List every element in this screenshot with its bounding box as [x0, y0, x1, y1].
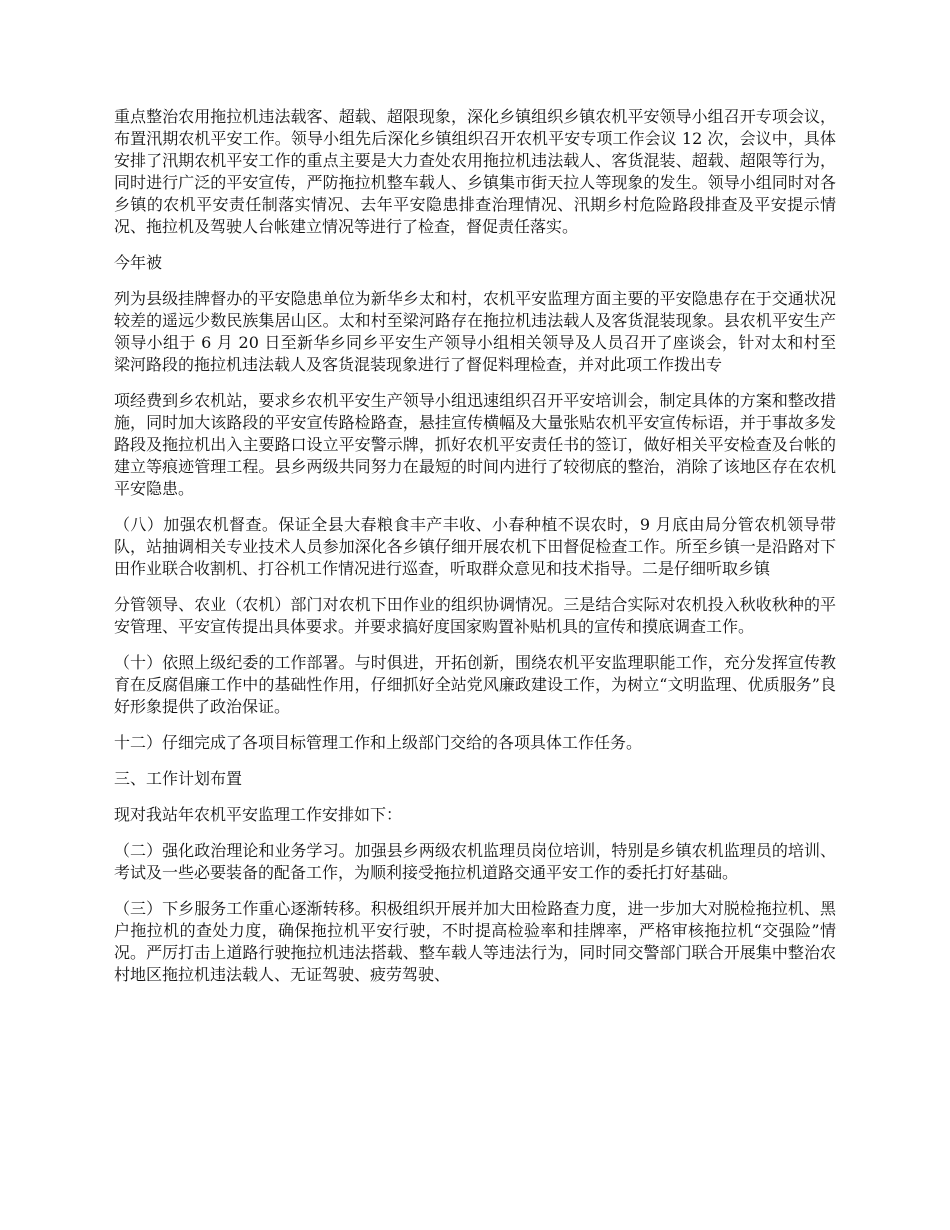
body-paragraph-5: （八）加强农机督查。保证全县大春粮食丰产丰收、小春种植不误农时，9 月底由局分管农机领导带队，站抽调相关专业技术人员参加深化各乡镇仔细开展农机下田督促检查工作。所至乡镇一是沿路对下田作业联合收割机、打谷机工作情况进行巡查，听取群众意见和技术指导。二是仔细听取乡镇 — [114, 515, 836, 578]
body-paragraph-10: 现对我站年农机平安监理工作安排如下： — [114, 805, 403, 824]
body-paragraph-2: 今年被 — [114, 253, 163, 272]
body-paragraph-7: （十）依照上级纪委的工作部署。与时俱进，开拓创新，围绕农机平安监理职能工作，充分发挥宣传教育在反腐倡廉工作中的基础性作用，仔细抓好全站党风廉政建设工作，为树立“文明监理、优质服务”良好形象提供了政治保证。 — [114, 653, 836, 716]
body-paragraph-4: 项经费到乡农机站，要求乡农机平安生产领导小组迅速组织召开平安培训会，制定具体的方案和整改措施，同时加大该路段的平安宣传路检路查，悬挂宣传横幅及大量张贴农机平安宣传标语，并于事故多发路段及拖拉机出入主要路口设立平安警示牌，抓好农机平安责任书的签订，做好相关平安检查及台帐的建立等痕迹管理工程。县乡两级共同努力在最短的时间内进行了较彻底的整治，消除了该地区存在农机平安隐患。 — [114, 391, 836, 498]
body-paragraph-11: （二）强化政治理论和业务学习。加强县乡两级农机监理员岗位培训，特别是乡镇农机监理员的培训、考试及一些必要装备的配备工作，为顺利接受拖拉机道路交通平安工作的委托打好基础。 — [114, 841, 836, 882]
section-heading: 三、工作计划布置 — [114, 769, 243, 788]
body-paragraph-3: 列为县级挂牌督办的平安隐患单位为新华乡太和村，农机平安监理方面主要的平安隐患存在于交通状况较差的遥远少数民族集居山区。太和村至梁河路存在拖拉机违法载人及客货混装现象。县农机平安生产领导小组于 6 月 20 日至新华乡同乡平安生产领导小组相关领导及人员召开了座谈会，针对太和村至梁河路段的拖拉机违法载人及客货混装现象进行了督促料理检查，并对此项工作拨出专 — [114, 289, 836, 374]
body-paragraph-6: 分管领导、农业（农机）部门对农机下田作业的组织协调情况。三是结合实际对农机投入秋收秋种的平安管理、平安宣传提出具体要求。并要求搞好度国家购置补贴机具的宣传和摸底调查工作。 — [114, 595, 836, 636]
body-paragraph-1: 重点整治农用拖拉机违法载客、超载、超限现象，深化乡镇组织乡镇农机平安领导小组召开专项会议，布置汛期农机平安工作。领导小组先后深化乡镇组织召开农机平安专项工作会议 12 次，会议中，具体安排了汛期农机平安工作的重点主要是大力查处农用拖拉机违法载人、客货混装、超载、超限等行为，同时进行广泛的平安宣传，严防拖拉机整车载人、乡镇集市街天拉人等现象的发生。领导小组同时对各乡镇的农机平安责任制落实情况、去年平安隐患排查治理情况、汛期乡村危险路段排查及平安提示情况、拖拉机及驾驶人台帐建立情况等进行了检查，督促责任落实。 — [114, 107, 836, 236]
body-paragraph-12: （三）下乡服务工作重心逐渐转移。积极组织开展并加大田检路查力度，进一步加大对脱检拖拉机、黑户拖拉机的查处力度，确保拖拉机平安行驶，不时提高检验率和挂牌率，严格审核拖拉机“交强险”情况。严厉打击上道路行驶拖拉机违法搭载、整车载人等违法行为，同时同交警部门联合开展集中整治农村地区拖拉机违法载人、无证驾驶、疲劳驾驶、 — [114, 899, 836, 984]
body-paragraph-8: 十二）仔细完成了各项目标管理工作和上级部门交给的各项具体工作任务。 — [114, 733, 643, 752]
